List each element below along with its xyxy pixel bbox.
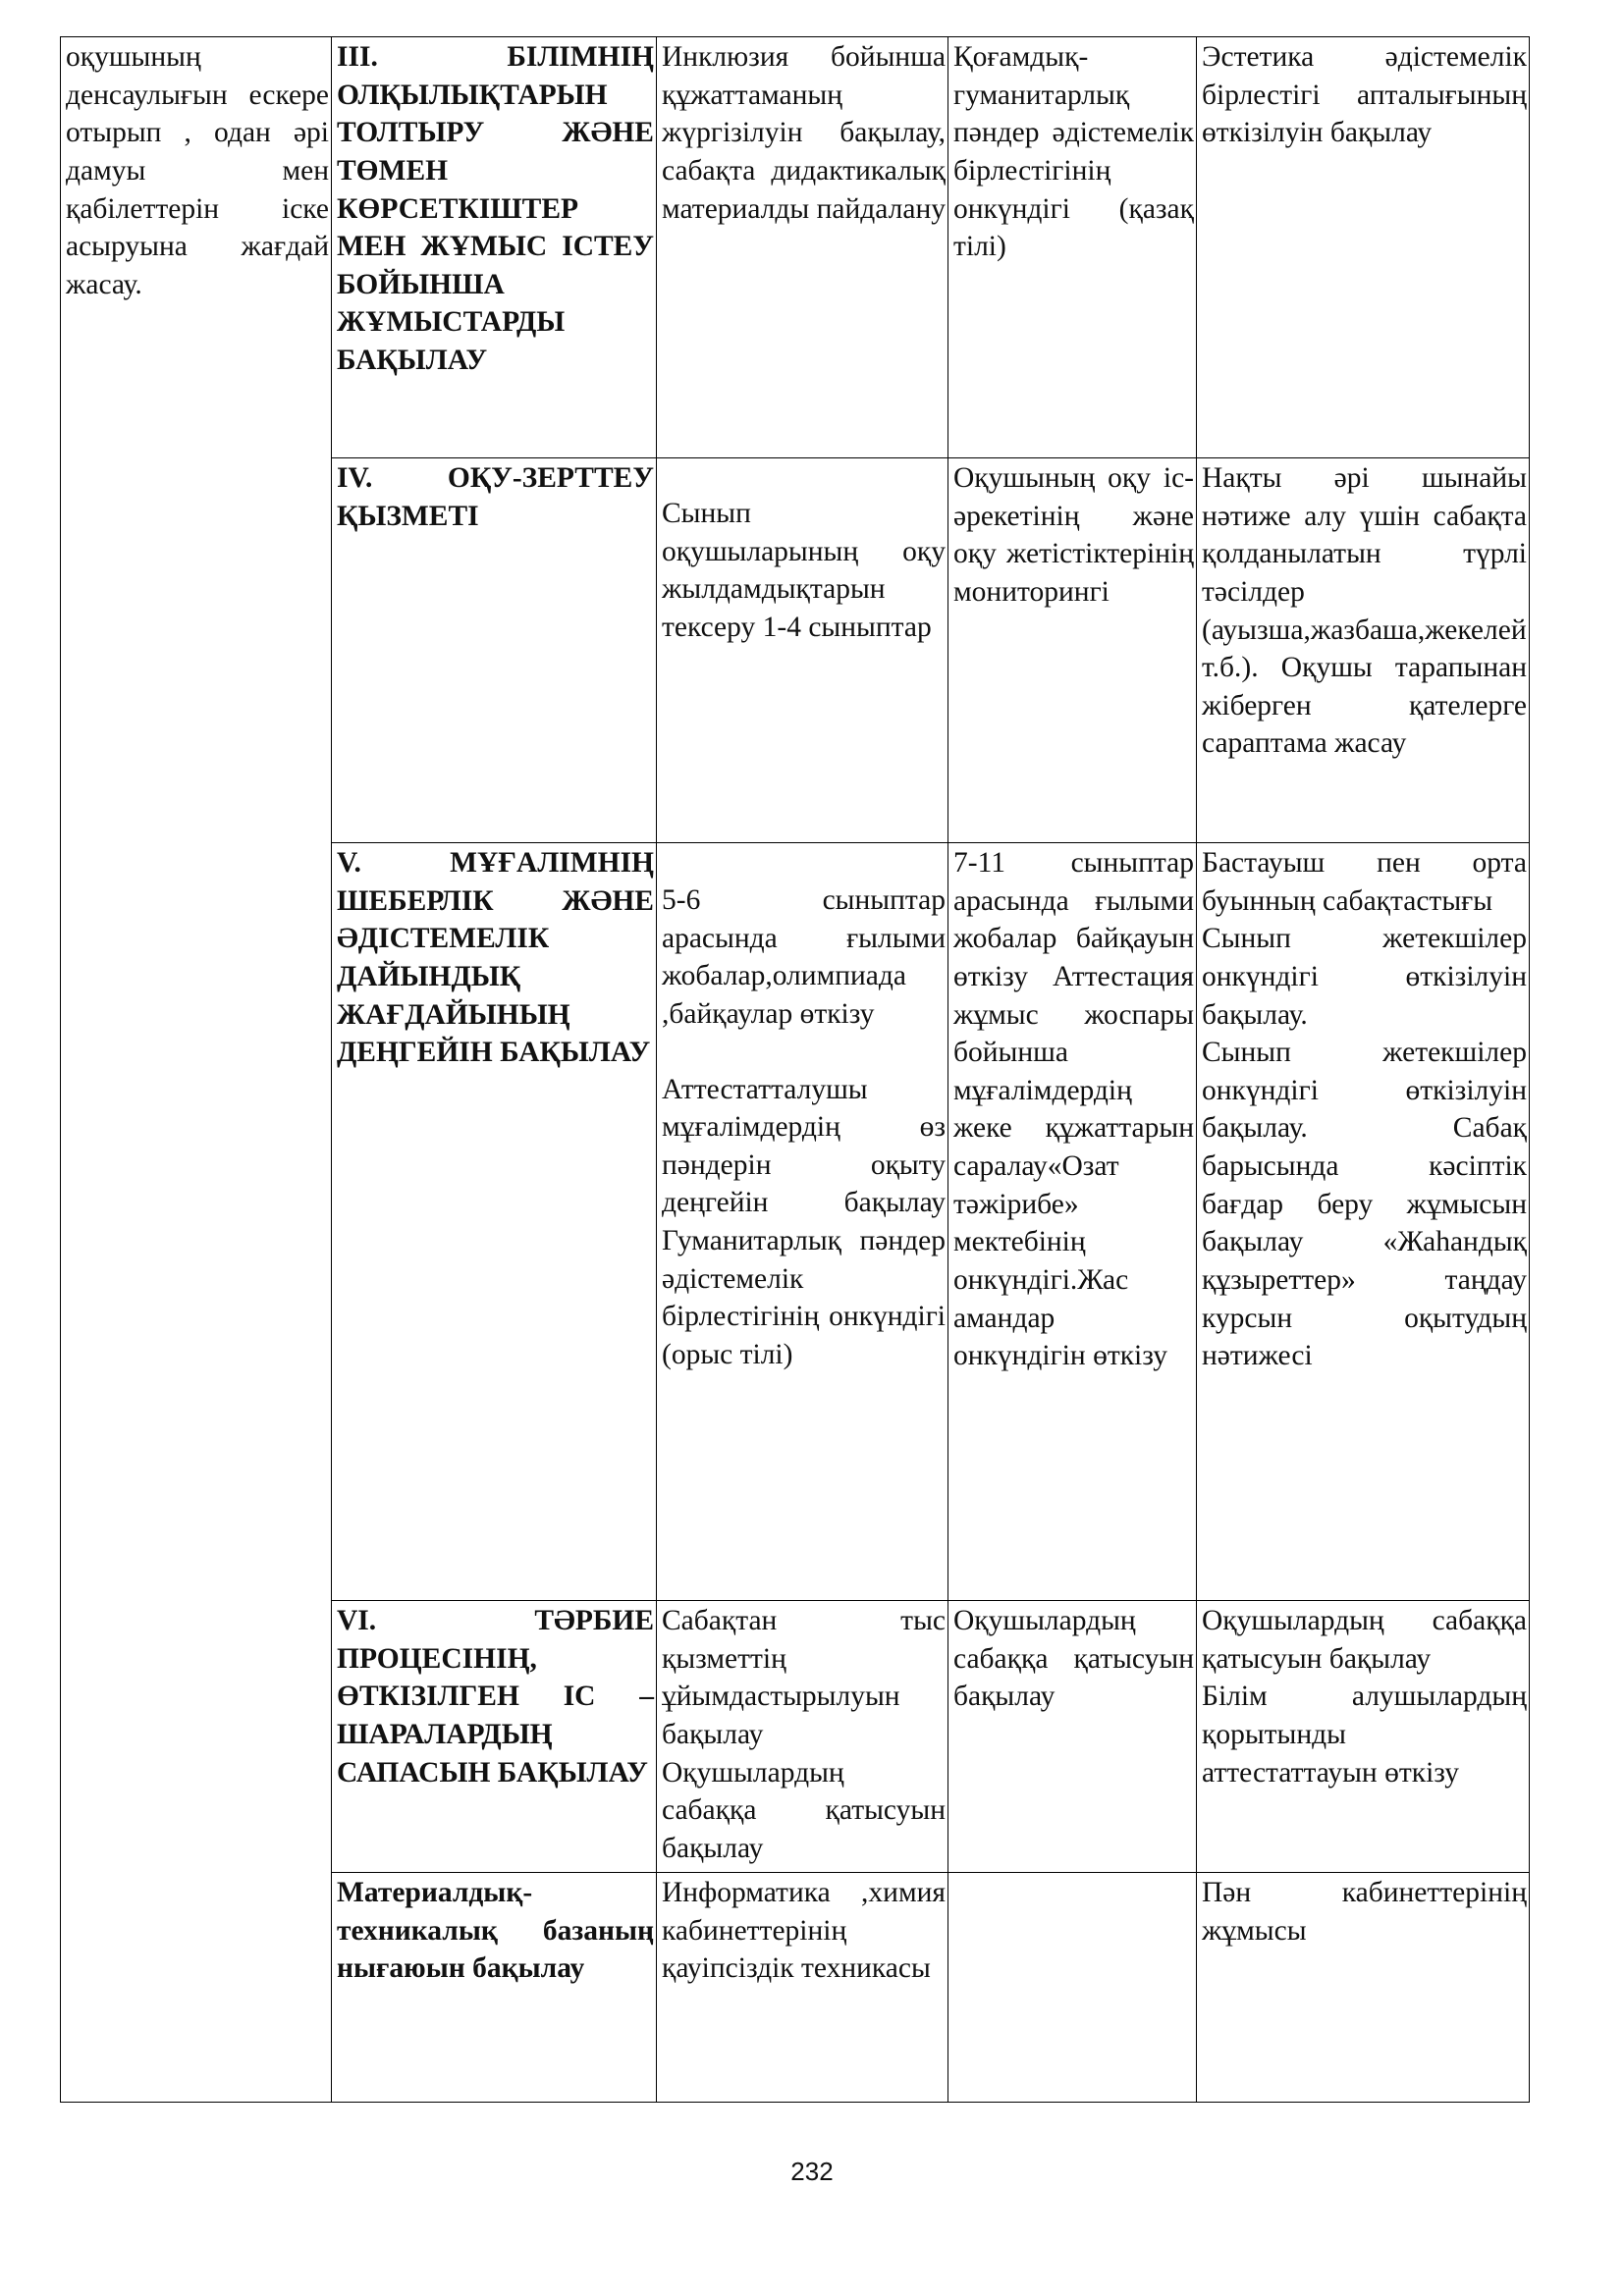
- cell-text: Білім алушылардың қорытынды аттестаттауын өткізу: [1202, 1681, 1527, 1789]
- table-cell: [948, 37, 1197, 458]
- cell-text: Қоғамдық-гуманитарлық пәндер әдістемелік бірлестігінің онкүндігі (қазақ тілі): [953, 41, 1194, 263]
- cell-text: Бастауыш пен орта буынның сабақтастығы: [1202, 847, 1527, 917]
- section-heading-cell: [332, 458, 657, 843]
- cell-text: Информатика ,химия кабинеттерінің қауіпсіздік техникасы: [662, 1877, 946, 1985]
- section-heading-cell: [332, 843, 657, 1601]
- table-cell: [657, 37, 948, 458]
- cell-text: Оқушылардың сабаққа қатысуын бақылау: [1202, 1605, 1527, 1675]
- table-cell: [948, 843, 1197, 1601]
- table-cell: [1197, 458, 1530, 843]
- control-plan-table: [60, 36, 1530, 2103]
- cell-text: Оқушылардың сабаққа қатысуын бақылау: [953, 1605, 1194, 1713]
- goal-cell: [61, 37, 332, 2103]
- table-row: [61, 37, 1530, 458]
- cell-text: 7-11 сыныптар арасында ғылыми жобалар байқауын өткізу Аттестация жұмыс жоспары бойынша мұғалімдердің жеке құжаттарын саралау«Озат тәжірибе» мектебінің онкүндігі.Жас амандар онкүндігін өткізу: [953, 847, 1194, 1372]
- table-cell: [1197, 37, 1530, 458]
- cell-text: Сабақтан тыс қызметтің ұйымдастырылуын бақылау Оқушылардың сабаққа қатысуын бақылау: [662, 1605, 946, 1864]
- section-heading: Материалдық-техникалық базаның нығаюын бақылау: [337, 1877, 654, 1985]
- section-heading: VI. ТӘРБИЕ ПРОЦЕСІНІҢ, ӨТКІЗІЛГЕН ІС – ШАРАЛАРДЫҢ САПАСЫН БАҚЫЛАУ: [337, 1605, 654, 1789]
- cell-text: Инклюзия бойынша құжаттаманың жүргізілуін бақылау, сабақта дидактикалық материалды пайдалану: [662, 41, 946, 225]
- table-cell: [657, 458, 948, 843]
- table-cell: [1197, 1873, 1530, 2103]
- section-heading-cell: [332, 37, 657, 458]
- goal-text: оқушының денсаулығын ескере отырып , одан әрі дамуы мен қабілеттерін іске асыруына жағдай жасау.: [66, 41, 329, 300]
- cell-text: Нақты әрі шынайы нәтиже алу үшін сабақта қолданылатын түрлі тәсілдер (ауызша,жазбаша,жекелей т.б.). Оқушы тарапынан жіберген қателерге сараптама жасау: [1202, 462, 1527, 760]
- section-heading: IV. ОҚУ-ЗЕРТТЕУ ҚЫЗМЕТІ: [337, 462, 654, 532]
- table-cell: [948, 1873, 1197, 2103]
- cell-text: Сынып жетекшілер онкүндігі өткізілуін бақылау.: [1202, 923, 1527, 1031]
- section-heading: V. МҰҒАЛІМНІҢ ШЕБЕРЛІК ЖӘНЕ ӘДІСТЕМЕЛІК ДАЙЫНДЫҚ ЖАҒДАЙЫНЫҢ ДЕҢГЕЙІН БАҚЫЛАУ: [337, 847, 654, 1069]
- table-cell: [1197, 1601, 1530, 1873]
- cell-text: Сынып жетекшілер онкүндігі өткізілуін бақылау. Сабақ барысында кәсіптік бағдар беру жұмысын бақылау «Жаһандық құзыреттер» таңдау курсын оқытудың нәтижесі: [1202, 1037, 1527, 1372]
- section-heading-cell: [332, 1873, 657, 2103]
- table-cell: [657, 1601, 948, 1873]
- cell-text: Пән кабинеттерінің жұмысы: [1202, 1877, 1527, 1947]
- table-cell: [1197, 843, 1530, 1601]
- cell-text: Эстетика әдістемелік бірлестігі апталығының өткізілуін бақылау: [1202, 41, 1527, 149]
- cell-text: Аттестатталушы мұғалімдердің өз пәндерін оқыту деңгейін бақылау Гуманитарлық пәндер әдістемелік бірлестігінің онкүндігі (орыс тілі): [662, 1073, 946, 1371]
- page-number: 232: [790, 2157, 834, 2186]
- table-cell: [657, 843, 948, 1601]
- cell-text: Сынып оқушыларының оқу жылдамдықтарын тексеру 1-4 сыныптар: [662, 498, 946, 643]
- section-heading-cell: [332, 1601, 657, 1873]
- table-cell: [948, 458, 1197, 843]
- table-cell: [657, 1873, 948, 2103]
- section-heading: III. БІЛІМНІҢ ОЛҚЫЛЫҚТАРЫН ТОЛТЫРУ ЖӘНЕ ТӨМЕН КӨРСЕТКІШТЕР МЕН ЖҰМЫС ІСТЕУ БОЙЫНША ЖҰМЫСТАРДЫ БАҚЫЛАУ: [337, 41, 654, 377]
- cell-text: Оқушының оқу іс-әрекетінің және оқу жетістіктерінің мониторингі: [953, 462, 1194, 608]
- cell-text: 5-6 сыныптар арасында ғылыми жобалар,олимпиада ,байқаулар өткізу: [662, 884, 946, 1030]
- table-cell: [948, 1601, 1197, 1873]
